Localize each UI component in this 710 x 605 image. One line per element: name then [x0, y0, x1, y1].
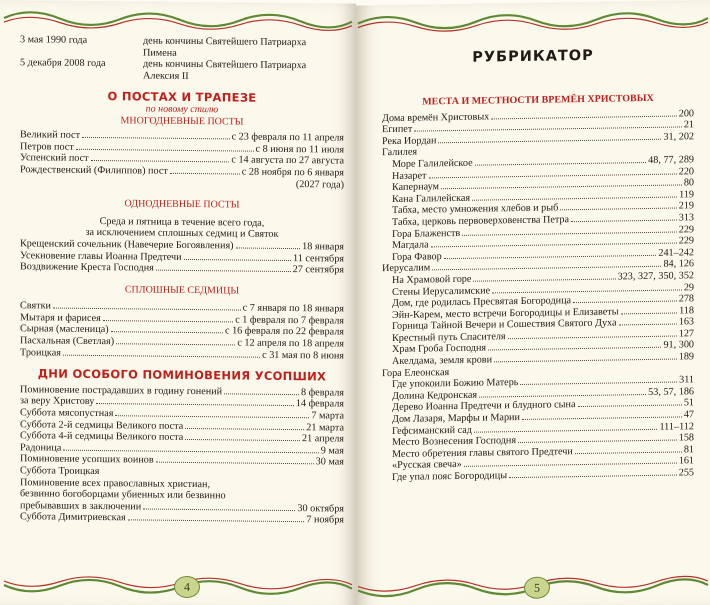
- item-value: 51: [683, 397, 694, 409]
- item-value: 119: [679, 189, 694, 201]
- item-name: за веру Христову: [20, 395, 95, 408]
- leader-dots: [619, 324, 677, 326]
- item-value: 47: [683, 409, 694, 421]
- top-ornament: [356, 4, 710, 36]
- item-value: 127: [678, 328, 694, 340]
- right-page: [356, 0, 710, 605]
- item-value: 241–242: [658, 246, 694, 259]
- item-value: 84, 126: [663, 258, 694, 271]
- item-name: безвинно богоборцами убиенных или безвинно: [20, 488, 226, 502]
- leader-dots: [91, 160, 230, 162]
- item-name: Крестный путь Спасителя: [392, 331, 506, 344]
- item-value: 53, 57, 186: [648, 386, 694, 398]
- item-value: 278: [678, 293, 694, 305]
- intro-line: Среда и пятница в течение всего года,: [99, 215, 265, 229]
- item-name: Табха, церковь первоверховенства Петра: [392, 214, 570, 228]
- item-name: Крещенский сочельник (Навечерие Богоявления): [20, 238, 234, 252]
- item-value: 220: [678, 165, 694, 178]
- leader-dots: [578, 405, 682, 408]
- item-name: Иерусалим: [382, 262, 431, 275]
- item-value: 21 марта: [306, 421, 344, 434]
- date-value: 3 мая 1990 года: [20, 34, 88, 46]
- intro-line: за исключением сплошных седмиц и Святок: [85, 227, 279, 241]
- item-value: 21 апреля: [302, 433, 344, 445]
- date-value: 5 декабря 2008 года: [20, 57, 106, 70]
- item-value: с 1 февраля по 7 февраля: [235, 314, 344, 327]
- leader-dots: [473, 278, 615, 281]
- item-name: Троицкая: [20, 346, 61, 359]
- item-name: Великий пост: [20, 129, 81, 141]
- memorial-item: [20, 512, 344, 527]
- item-name: Место обретения главы святого Предтечи: [392, 445, 573, 460]
- leader-dots: [156, 270, 291, 272]
- oneday-fasts-list: [20, 238, 344, 276]
- item-value: 200: [678, 107, 694, 120]
- item-name: Эйн-Карем, место встречи Богородицы и Елизаветы: [392, 306, 619, 321]
- leader-dots: [96, 403, 293, 406]
- item-value: с 12 апреля по 18 апреля: [237, 337, 344, 350]
- leader-dots: [76, 149, 254, 152]
- date-text: день кончины Святейшего Патриарха Алексия II: [143, 58, 307, 82]
- item-name: Рождественский (Филиппов) пост: [20, 164, 168, 177]
- leader-dots: [575, 451, 682, 454]
- top-ornament: [0, 4, 356, 34]
- memorial-item: [20, 384, 344, 411]
- item-name: Акелдама, земля крови: [392, 354, 493, 368]
- page-number: 5: [524, 577, 550, 599]
- leader-dots: [518, 440, 677, 443]
- item-name: Успенский пост: [20, 152, 89, 165]
- leader-dots: [429, 173, 677, 178]
- item-name: Где упал пояс Богородицы: [392, 470, 508, 483]
- item-name: Дом Лазаря, Марфы и Марии: [392, 412, 520, 426]
- leader-dots: [236, 247, 301, 249]
- item-value: 255: [678, 467, 694, 479]
- leader-dots: [621, 312, 677, 314]
- memorial-item: [20, 477, 344, 515]
- memorial-line: [20, 512, 344, 527]
- leader-dots: [479, 394, 646, 398]
- leader-dots: [116, 343, 235, 345]
- leader-dots: [82, 137, 230, 140]
- item-name: Петров пост: [20, 140, 74, 153]
- item-value: 8 февраля: [300, 386, 344, 399]
- item-value: с 23 февраля по 11 апреля: [231, 131, 344, 144]
- item-name: Горница Тайной Вечери и Сошествия Святого Духа: [392, 317, 617, 333]
- index-list: [382, 108, 694, 484]
- item-name: Море Галилейское: [392, 157, 473, 170]
- places-section-title: МЕСТА И МЕСТНОСТИ ВРЕМЁН ХРИСТОВЫХ: [422, 92, 654, 108]
- leader-dots: [488, 347, 661, 351]
- item-name: Магдала: [392, 239, 429, 252]
- continuous-weeks-title: СПЛОШНЫЕ СЕДМИЦЫ: [124, 283, 240, 297]
- item-value: 118: [679, 304, 694, 317]
- item-value: 229: [678, 223, 694, 236]
- item-name: Капернаум: [392, 181, 439, 194]
- leader-dots: [494, 359, 677, 363]
- leader-dots: [571, 219, 677, 222]
- item-value: 30 октября: [297, 502, 344, 515]
- leader-dots: [103, 320, 233, 322]
- item-name: Суббота Димитриевская: [20, 511, 126, 524]
- item-value: 30 мая: [315, 456, 344, 469]
- leader-dots: [441, 185, 682, 190]
- leader-dots: [128, 520, 305, 523]
- item-name: Река Иордан: [382, 135, 437, 147]
- item-name: На Храмовой горе: [392, 273, 472, 286]
- item-value: 18 января: [302, 241, 344, 253]
- item-value: 7 ноября: [306, 514, 344, 526]
- item-value: 161: [678, 455, 694, 467]
- leader-dots: [111, 332, 223, 334]
- item-name: Поминовение усопших воинов: [20, 453, 154, 467]
- leader-dots: [560, 208, 676, 211]
- date-list: [20, 34, 344, 84]
- continuous-weeks-list: [20, 300, 344, 361]
- item-name: «Русская свеча»: [392, 459, 462, 472]
- item-value: 81: [683, 444, 694, 456]
- item-name: Храм Гроба Господня: [392, 342, 487, 356]
- item-name: Сырная (масленица): [20, 323, 109, 336]
- item-value: 31, 202: [663, 131, 694, 143]
- leader-dots: [573, 301, 677, 304]
- item-name: Стены Иерусалимские: [392, 284, 491, 298]
- item-value: с 16 февраля по 22 февраля: [225, 325, 344, 339]
- item-value: 91, 300: [663, 339, 694, 352]
- item-name: Поминовение пострадавших в годину гонений: [20, 384, 223, 398]
- item-value: с 14 августа по 27 августа: [231, 154, 344, 167]
- item-name: Гора Елеонская: [382, 366, 450, 379]
- item-name: Усекновение главы Иоанна Предтечи: [20, 249, 182, 263]
- fasting-section-subtitle: по новому стилю: [145, 103, 219, 116]
- item-value: 48, 77, 289: [648, 154, 694, 166]
- item-name: Суббота мясопустная: [20, 407, 114, 420]
- leader-dots: [185, 428, 304, 430]
- item-value: 219: [678, 200, 694, 212]
- item-value: 313: [678, 212, 694, 224]
- item-name: Суббота Троицкая: [20, 465, 100, 478]
- item-value: 158: [678, 432, 694, 444]
- item-name: Дом, где родилась Пресвятая Богородица: [392, 295, 572, 310]
- leader-dots: [185, 439, 300, 441]
- leader-dots: [53, 308, 241, 311]
- item-name: Кана Галилейская: [392, 192, 471, 205]
- item-name: Гефсиманский сад: [392, 424, 472, 437]
- left-page-content: [20, 34, 344, 526]
- date-text: день кончины Святейшего Патриарха Пимена: [143, 35, 307, 59]
- date-row: [20, 34, 344, 61]
- item-name: Суббота 2-й седмицы Великого поста: [20, 418, 184, 432]
- item-value: 229: [678, 235, 694, 247]
- leader-dots: [474, 428, 658, 432]
- item-value: 7 марта: [311, 410, 344, 422]
- item-value: 14 февраля: [295, 398, 344, 411]
- leader-dots: [431, 243, 677, 248]
- item-value: с 31 мая по 8 июня: [262, 349, 344, 362]
- multiday-fasts-list: [20, 129, 344, 179]
- leader-dots: [63, 354, 260, 357]
- oneday-fasts-title: ОДНОДНЕВНЫЕ ПОСТЫ: [124, 198, 240, 211]
- item-name: Дома времён Христовых: [382, 111, 490, 124]
- leader-dots: [115, 415, 309, 418]
- item-name: Мытаря и фарисея: [20, 312, 101, 324]
- leader-dots: [170, 173, 240, 175]
- oneday-intro: [20, 215, 344, 242]
- item-name: Назарет: [392, 170, 427, 182]
- date-row: [20, 57, 344, 84]
- item-name: Долина Кедронская: [392, 389, 478, 402]
- item-name: Галилея: [382, 146, 418, 159]
- leader-dots: [509, 475, 677, 479]
- leader-dots: [464, 463, 677, 467]
- item-name: Святки: [20, 300, 52, 312]
- leader-dots: [438, 139, 661, 144]
- item-value: с 8 июня по 11 июля: [255, 143, 344, 156]
- item-name: Место Вознесения Господня: [392, 435, 517, 449]
- item-name: Пасхальная (Светлая): [20, 335, 115, 348]
- multiday-note: (2027 года): [295, 178, 344, 191]
- item-value: 80: [683, 177, 694, 189]
- item-name: Египет: [382, 123, 413, 136]
- item-value: 323, 327, 350, 352: [617, 270, 694, 283]
- item-value: 21: [683, 119, 694, 131]
- item-name: Суббота 4-й седмицы Великого поста: [20, 430, 184, 444]
- leader-dots: [184, 258, 291, 260]
- item-name: Дерево Иоанна Предтечи и блудного сына: [392, 399, 576, 414]
- item-name: Поминовение всех православных христиан,: [20, 476, 210, 490]
- item-value: 29: [683, 281, 694, 293]
- leader-dots: [492, 289, 682, 293]
- leader-dots: [224, 393, 299, 395]
- leader-dots: [462, 231, 676, 235]
- leader-dots: [63, 449, 318, 453]
- page-title: РУБРИКАТОР: [472, 47, 594, 66]
- leader-dots: [472, 196, 677, 200]
- leader-dots: [475, 162, 647, 166]
- multiday-fasts-title: МНОГОДНЕВНЫЕ ПОСТЫ: [120, 114, 244, 128]
- item-value: 9 мая: [320, 445, 344, 457]
- item-name: Гора Блаженств: [392, 227, 461, 240]
- memorial-days-list: [20, 384, 344, 527]
- item-name: Радоница: [20, 442, 62, 454]
- item-value: 311: [679, 374, 694, 386]
- leader-dots: [522, 416, 682, 420]
- memorial-days-title: ДНИ ОСОБОГО ПОМИНОВЕНИЯ УСОПШИХ: [37, 366, 327, 384]
- leader-dots: [156, 462, 314, 465]
- item-value: 27 сентября: [292, 264, 344, 276]
- fasting-section-title: О ПОСТАХ И ТРАПЕЗЕ: [107, 89, 257, 106]
- leader-dots: [143, 508, 295, 511]
- item-value: с 7 января по 18 января: [242, 302, 344, 315]
- leader-dots: [508, 335, 677, 339]
- item-value: 11 сентября: [293, 252, 344, 265]
- item-name: пребывавших в заключении: [20, 499, 142, 513]
- leader-dots: [432, 266, 661, 271]
- item-value: с 28 ноября по 6 января: [241, 166, 344, 179]
- leader-dots: [444, 255, 657, 259]
- page-number: 4: [174, 576, 200, 598]
- item-name: Воздвижение Креста Господня: [20, 261, 154, 274]
- item-value: 163: [678, 316, 694, 328]
- right-page-content: [382, 92, 694, 483]
- leader-dots: [491, 115, 676, 119]
- leader-dots: [520, 382, 677, 385]
- item-name: Где упокоили Божию Матерь: [392, 377, 519, 391]
- item-name: Гора Фавор: [392, 250, 442, 263]
- item-value: 189: [678, 351, 694, 363]
- item-name: Табха, место умножения хлебов и рыб: [392, 202, 559, 217]
- item-value: 111–112: [659, 420, 694, 433]
